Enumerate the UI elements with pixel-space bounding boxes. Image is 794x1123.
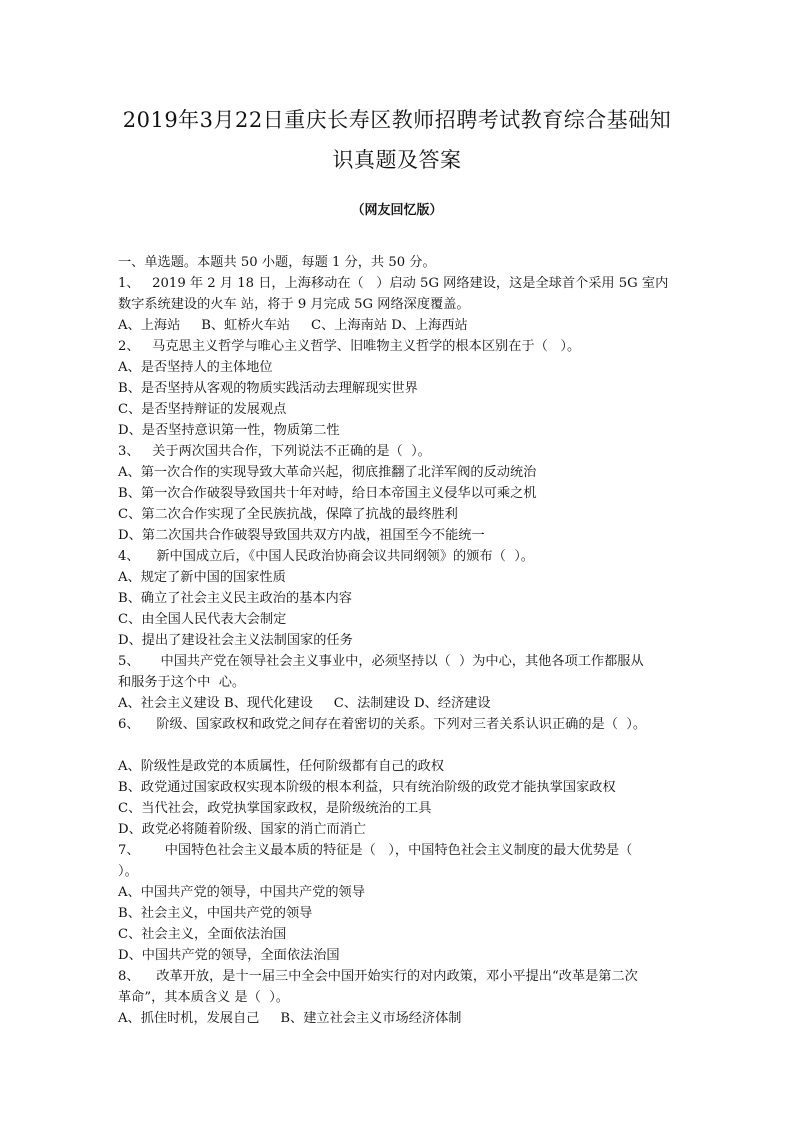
question-1: 1、 2019 年 2 月 18 日，上海移动在（ ）启动 5G 网络建设，这是全球首个采用 5G 室内 <box>118 276 669 291</box>
question-7: 7、 中国特色社会主义最本质的特征是（ ），中国特色社会主义制度的最大优势是（ <box>118 843 633 858</box>
question-3-option-a: A、第一次合作的实现导致大革命兴起，彻底推翻了北洋军阀的反动统治 <box>118 465 537 480</box>
page-title-line-1: 2019年3月22日重庆长寿区教师招聘考试教育综合基础知 <box>122 108 672 132</box>
question-2: 2、 马克思主义哲学与唯心主义哲学、旧唯物主义哲学的根本区别在于（ ）。 <box>118 339 581 354</box>
question-8-cont: 革命”，其本质含义 是（ ）。 <box>118 990 289 1005</box>
question-6: 6、 阶级、国家政权和政党之间存在着密切的关系。下列对三者关系认识正确的是（ ）。 <box>118 717 647 732</box>
question-2-option-d: D、是否坚持意识第一性，物质第二性 <box>118 423 340 438</box>
question-5-cont: 和服务于这个中 心。 <box>118 675 246 690</box>
section-heading: 一、单选题。本题共 50 小题，每题 1 分，共 50 分。 <box>118 255 436 270</box>
question-2-option-a: A、是否坚持人的主体地位 <box>118 360 273 375</box>
question-2-option-c: C、是否坚持辩证的发展观点 <box>118 402 287 417</box>
question-4-option-c: C、由全国人民代表大会制定 <box>118 612 287 627</box>
question-3-option-c: C、第二次合作实现了全民族抗战，保障了抗战的最终胜利 <box>118 507 458 522</box>
question-6-option-d: D、政党必将随着阶级、国家的消亡而消亡 <box>118 822 366 837</box>
question-8-options: A、抓住时机，发展自己 B、建立社会主义市场经济体制 <box>118 1011 462 1026</box>
page-subtitle: （网友回忆版） <box>351 203 443 218</box>
question-7-option-c: C、社会主义，全面依法治国 <box>118 927 287 942</box>
question-7-option-a: A、中国共产党的领导，中国共产党的领导 <box>118 885 365 900</box>
question-4-option-a: A、规定了新中国的国家性质 <box>118 570 286 585</box>
question-5-options: A、社会主义建设 B、现代化建设 C、法制建设 D、经济建设 <box>118 696 491 711</box>
question-6-option-c: C、当代社会，政党执掌国家政权，是阶级统治的工具 <box>118 801 432 816</box>
question-2-option-b: B、是否坚持从客观的物质实践活动去理解现实世界 <box>118 381 418 396</box>
question-7-option-d: D、中国共产党的领导，全面依法治国 <box>118 948 340 963</box>
question-3: 3、 关于两次国共合作，下列说法不正确的是（ ）。 <box>118 444 431 459</box>
question-7-cont: ）。 <box>118 864 138 879</box>
question-4-option-b: B、确立了社会主义民主政治的基本内容 <box>118 591 352 606</box>
question-5: 5、 中国共产党在领导社会主义事业中，必须坚持以（ ）为中心，其他各项工作都服从 <box>118 654 644 669</box>
question-1-options: A、上海站 B、虹桥火车站 C、上海南站 D、上海西站 <box>118 318 468 333</box>
question-4-option-d: D、提出了建设社会主义法制国家的任务 <box>118 633 353 648</box>
question-4: 4、 新中国成立后，《中国人民政治协商会议共同纲领》的颁布（ ）。 <box>118 549 534 564</box>
question-7-option-b: B、社会主义，中国共产党的领导 <box>118 906 313 921</box>
question-3-option-d: D、第二次国共合作破裂导致国共双方内战，祖国至今不能统一 <box>118 528 485 543</box>
question-1-cont: 数字系统建设的火车 站，将于 9 月完成 5G 网络深度覆盖。 <box>118 297 470 312</box>
question-6-option-b: B、政党通过国家政权实现本阶级的根本利益，只有统治阶级的政党才能执掌国家政权 <box>118 780 616 795</box>
page-title-line-2: 识真题及答案 <box>332 148 462 172</box>
question-8: 8、 改革开放，是十一届三中全会中国开始实行的对内政策，邓小平提出“改革是第二次 <box>118 969 638 984</box>
question-6-option-a: A、阶级性是政党的本质属性，任何阶级都有自己的政权 <box>118 759 445 774</box>
question-3-option-b: B、第一次合作破裂导致国共十年对峙，给日本帝国主义侵华以可乘之机 <box>118 486 537 501</box>
